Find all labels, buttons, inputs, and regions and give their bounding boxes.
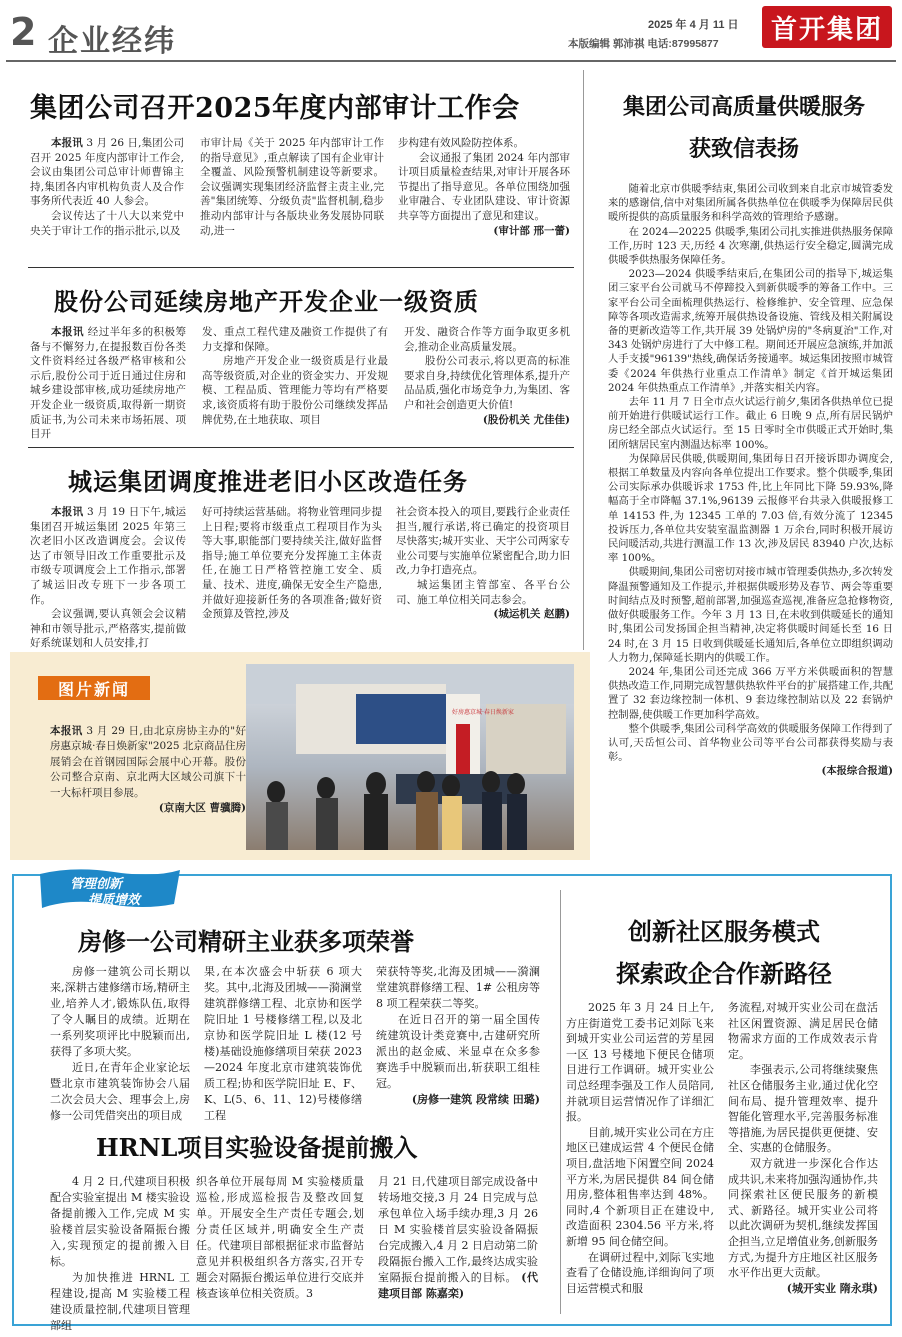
article-1-title: 集团公司召开2025年度内部审计工作会 — [30, 93, 520, 124]
expo-sign-text: 好房惠京城·春日焕新家 — [452, 709, 514, 716]
article-2-col-1: 本报讯 经过半年多的积极筹备与不懈努力,在提报数百份各类文件资料经过各级严格审核和公示后,股份公司于近日通过住房和城乡建设部审核,成功延续房地产开发企业一级资质,取得新一期资质证书,为公司未来市场拓展、项目开 — [30, 326, 187, 441]
article-6-col-1: 2025 年 3 月 24 日上午,方庄街道党工委书记刘际飞来到城开实业公司运营的芳星园一区 13 号楼地下便民仓储项目进行工作调研。城开实业公司总经理李强及工作人员陪同,并就项目运营情况作了详细汇报。 目前,城开实业公司在方庄地区已建成运营 4 个便民仓储项目,盘活地下闲置空间 2024 平方米,为居民提供 84 间仓储用房,整体租售率达到 48%。同时,4 个新项目正在建设中,改造面积 2304.56 平方米,将新增 95 间仓储空间。 在调研过程中,刘际飞实地查看了仓储设施,详细询问了项目运营模式和服 — [566, 1001, 714, 1295]
photo-caption: 本报讯 3 月 29 日,由北京房协主办的"好房惠京城·春日焕新家"2025 北京商品住房展销会在首钢园国际会展中心开幕。股份公司整合京南、京北两大区域公司旗下十一大标杆项目参展。 (京南大区 曹骥腾) — [50, 724, 246, 816]
article-6-col-2: 务流程,对城开实业公司在盘活社区闲置资源、满足居民仓储物需求方面的工作成效表示肯定。 李强表示,公司将继续聚焦社区仓储服务主业,通过优化空间布局、提升管理效率、提升智能化管理水平,完善服务标准等措施,为居民提供更便捷、安全、实惠的仓储服务。 双方就进一步深化合作达成共识,未来将加强沟通协作,共同探索社区便民服务的新模式、新路径。城开实业公司将以此次调研为契机,继续发挥国企担当,立足增值业务,创新服务方式,为提升方庄地区社区服务水平作出更大贡献。 (城开实业 隋永琪) — [728, 1001, 878, 1295]
divider-1 — [28, 267, 574, 268]
article-2-title: 股份公司延续房地产开发企业一级资质 — [54, 287, 479, 316]
right-article-title-line-2: 获致信表扬 — [688, 136, 799, 162]
special-vertical-divider — [560, 890, 561, 1314]
right-article-body: 随着北京市供暖季结束,集团公司收到来自北京市城管委发来的感谢信,信中对集团所属各供热单位在供暖季为保障居民供暖所提供的高质量服务和科学高效的管理给予感谢。 在 2024—20225 供暖季,集团公司扎实推进供热服务保障工作,历时 123 天,历经 4 次寒潮,供热运行安全稳定,圆满完成供暖季供热服务保障任务。 2023—2024 供暖季结束后,在集团公司的指导下,城运集团三家平台公司就马不停蹄投入到新供暖季的筹备工作中。三家平台公司全面梳理供热运行、检修维护、安全管理、应急保障等各项改造需求,统筹开展供热设备设施、管线及相关附属设备的更新改造等工作,共开展 39 处锅炉房的"冬病夏治"工作,对 343 处锅炉房进行了大中修工程。期间还开展应急演练,并加派人手支援"96139"热线,确保话务接通率。城运集团按照市城管委《2024 年供热行业重点工作清单》制定《首开城运集团 2024 年供热重点工作清单》,并落实相关内容。 去年 11 月 7 日全市点火试运行前夕,集团各供热单位已提前开始进行供暖试运行工作。截止 6 日晚 9 点,所有居民锅炉房已经全部点火试运行。至 15 日零时全市供暖正式开始时,集团所辖居民室内测温达标率 100%。 为保障居民供暖,供暖期间,集团每日召开接诉即办调度会,根据工单数量及内容向各单位提出工作要求。整个供暖季,集团公司实际承办供暖诉求 1753 件,比上年同比下降 59.93%,降幅高于全市降幅 37.1%,96139 云报修平台共录入供暖报修工单 14153 件,为 12345 工单的 7.03 倍,有效分流了 12345 投诉压力,各单位共安装室温监测器 1 万余台,同时积极开展访民问暖活动,共进行测温工作 13 次,涉及居民 83940 户次,达标率 100%。 供暖期间,集团公司密切对接市城市管理委供热办,多次转发降温预警通知及工作提示,并根据供暖形势及春节、两会等重要时间结点及时预警,超前部署,加强巡查巡视,准备应急抢修物资,做好供暖服务工作。今年 3 月 13 日,在未收到供暖延长的通知时,集团公司发扬国企担当精神,决定将供暖时间延长至 16 日 24 时,在 3 月 15 日收到供暖延长通知后,各单位立即组织调动人力物力,保障延长期内的供暖工作。 2024 年,集团公司还完成 366 万平方米供暖面积的智慧供热改造工作,同期完成智慧供热软件平台的扩展搭建工作,共配置了 32 套边缘控制一体机、9 套边缘控制站以及 22 套锅炉控制器,使供暖工作更加科学高效。 整个供暖季,集团公司科学高效的供暖服务保障工作得到了认可,天岳恒公司、首华物业公司等平台公司都获得奖励与表彰。 (本报综合报道) — [608, 183, 894, 778]
article-1-col-1: 本报讯 3 月 26 日,集团公司召开 2025 年度内部审计工作会,会议由集团公司总审计师曹锦主持,集团各内审机构负责人及合作事务所代表近 40 人参会。 会议传达了十八大以来党中央关于审计工作的指示批示,以及 — [30, 137, 184, 237]
article-3-title: 城运集团调度推进老旧小区改造任务 — [68, 467, 468, 496]
article-6-title-line-1: 创新社区服务模式 — [628, 917, 820, 946]
masthead-rule — [6, 60, 896, 62]
vertical-divider — [583, 70, 584, 650]
divider-2 — [28, 447, 574, 448]
article-2-col-2: 发、重点工程代建及融资工作提供了有力支撑和保障。 房地产开发企业一级资质是行业最高等级资质,对企业的资金实力、开发规模、工程品质、管理能力等均有严格要求,该资质将有助于股份公司继续发挥品牌优势,在土地获取、项目 — [202, 326, 388, 426]
logo-text: 首开集团 — [770, 14, 883, 45]
article-1-col-3: 步构建有效风险防控体系。 会议通报了集团 2024 年内部审计项目质量检查结果,对审计开展各环节提出了指导意见。各单位围绕加强业审融合、专业团队建设、审计资源共享等方面提出了意见和建议。 (审计部 邢一蕾) — [398, 137, 570, 237]
expo-photo — [246, 664, 574, 850]
article-4-byline: (房修一建筑 段常续 田璐) — [411, 1093, 540, 1106]
right-article-title-line-1: 集团公司高质量供暖服务 — [622, 94, 865, 120]
special-section-tag — [34, 864, 184, 912]
article-4-col-1: 房修一建筑公司长期以来,深耕古建修缮市场,精研主业,培养人才,锻炼队伍,取得了令人瞩目的成绩。近期在一系列奖项评比中脱颖而出,获得了多项大奖。 近日,在青年企业家论坛暨北京市建筑装饰协会八届二次会员大会、理事会上,房修一公司凭借突出的项目成 — [50, 965, 190, 1122]
article-3-col-1: 本报讯 3 月 19 日下午,城运集团召开城运集团 2025 年第三次老旧小区改造调度会。会议传达了市领导旧改工作重要批示及市级专项调度会上工作指示,部署了城运旧改专班下一步各项工作。 会议强调,要认真领会会议精神和市领导批示,严格落实,提前做好系统谋划和人员安排,打 — [30, 506, 187, 650]
section-title: 企业经纬 — [48, 24, 176, 59]
article-5-col-3: 月 21 日,代建项目部完成设备中转场地交接,3 月 24 日完成与总承包单位入场手续办理,3 月 26 日 M 实验楼首层实验设备隔振台完成搬入,4 月 2 日启动第二阶段隔振台搬入工作,最终达成实验室隔振台提前搬入的目标。 (代建项目部 陈嘉栾) — [378, 1175, 538, 1300]
masthead — [0, 0, 902, 62]
article-3-col-3: 社会资本投入的项目,要践行企业责任担当,履行承诺,将已确定的投资项目尽快落实;城开实业、天宇公司两家专业公司要与实施单位紧密配合,助力旧改,力争打造亮点。 城运集团主管部室、各平台公司、施工单位相关同志参会。 (城运机关 赵鹏) — [396, 506, 570, 621]
article-5-col-1: 4 月 2 日,代建项目积极配合实验室提出 M 楼实验设备提前搬入工作,完成 M 实验楼首层实验设备隔振台搬入,实现预定的提前搬入目标。 为加快推进 HRNL 工程建设,提高 M 实验楼工程建设质量控制,代建项目管理部组 — [50, 1175, 190, 1332]
photo-news-badge: 图片新闻 — [38, 676, 150, 700]
article-3-col-2: 好可持续运营基础。将物业管理同步提上日程;要将市级重点工程项目作为头等大事,职能部门要持续关注,做好监督指导;施工单位要充分发挥施工主体责任,在施工日严格管控施工安全、质量、技术、进度,确保无安全生产隐患,并做好迎接新任务的各项准备;做好资金预算及管控,涉及 — [202, 506, 382, 621]
article-6-title-line-2: 探索政企合作新路径 — [616, 959, 832, 988]
photo-byline: (京南大区 曹骥腾) — [158, 802, 246, 815]
article-4-col-3: 荣获特等奖,北海及团城——漪澜堂建筑群修缮工程、1# 公租房等 8 项工程荣获二等奖。 在近日召开的第一届全国传统建筑设计类竞赛中,古建研究所派出的赵金威、米显卓在众多参赛选手中脱颖而出,斩获职工组桂冠。 (房修一建筑 段常续 田璐) — [376, 965, 540, 1106]
special-tag-line-2: 提质增效 — [88, 893, 141, 908]
article-2-col-3: 开发、融资合作等方面争取更多机会,推动企业高质量发展。 股份公司表示,将以更高的标准要求自身,持续优化管理体系,提升产品品质,强化市场竞争力,为集团、客户和社会创造更大价值! (股份机关 尤佳佳) — [404, 326, 570, 426]
right-article-byline: (本报综合报道) — [821, 765, 893, 778]
article-6-byline: (城开实业 隋永琪) — [786, 1281, 878, 1295]
article-1-col-2: 市审计局《关于 2025 年内部审计工作的指导意见》,重点解读了国有企业审计全覆盖、风险预警机制建设等新要求。会议强调实现集团经济监督主责主业,完善"集团统筹、分级负责"监督机制,稳步推动内部审计与各版块业务发展协同联动,进一 — [200, 137, 384, 237]
article-4-title: 房修一公司精研主业获多项荣誉 — [78, 927, 414, 956]
article-4-col-2: 果,在本次盛会中斩获 6 项大奖。其中,北海及团城——漪澜堂建筑群修缮工程、北京协和医学院旧址 1 号楼修缮工程,以及北京协和医学院旧址 L 楼(12 号楼)基础设施修缮项目荣获 2023—2024 年度北京市建筑装饰优质工程;协和医学院旧址 E、F、K、L(5、6、11、12)号楼修缮工程 — [204, 965, 362, 1122]
article-3-byline: (城运机关 赵鹏) — [493, 608, 570, 621]
editor-info: 本版编辑 郭沛祺 电话:87995877 — [568, 38, 719, 50]
logo — [762, 6, 892, 48]
lead-label: 本报讯 — [51, 137, 83, 149]
article-5-byline: (代建项目部 陈嘉栾) — [378, 1271, 538, 1300]
article-2-byline: (股份机关 尤佳佳) — [482, 413, 570, 426]
expo-photo-scene — [246, 664, 574, 850]
article-5-title: HRNL项目实验设备提前搬入 — [96, 1133, 418, 1162]
special-tag-line-1: 管理创新 — [70, 877, 123, 892]
page-number: 2 — [10, 10, 37, 54]
issue-date: 2025 年 4 月 11 日 — [648, 19, 739, 31]
article-1-byline: (审计部 邢一蕾) — [493, 224, 570, 237]
article-5-col-2: 织各单位开展每周 M 实验楼质量巡检,形成巡检报告及整改回复单。开展安全生产责任专题会,划分责任区域并,明确安全生产责任。代建项目部根据征求市监督站意见并积极组织各方落实,召开专题会对隔振台搬运单位进行交底并核查该单位相关资质。3 — [196, 1175, 364, 1300]
photo-news-box — [10, 652, 590, 860]
